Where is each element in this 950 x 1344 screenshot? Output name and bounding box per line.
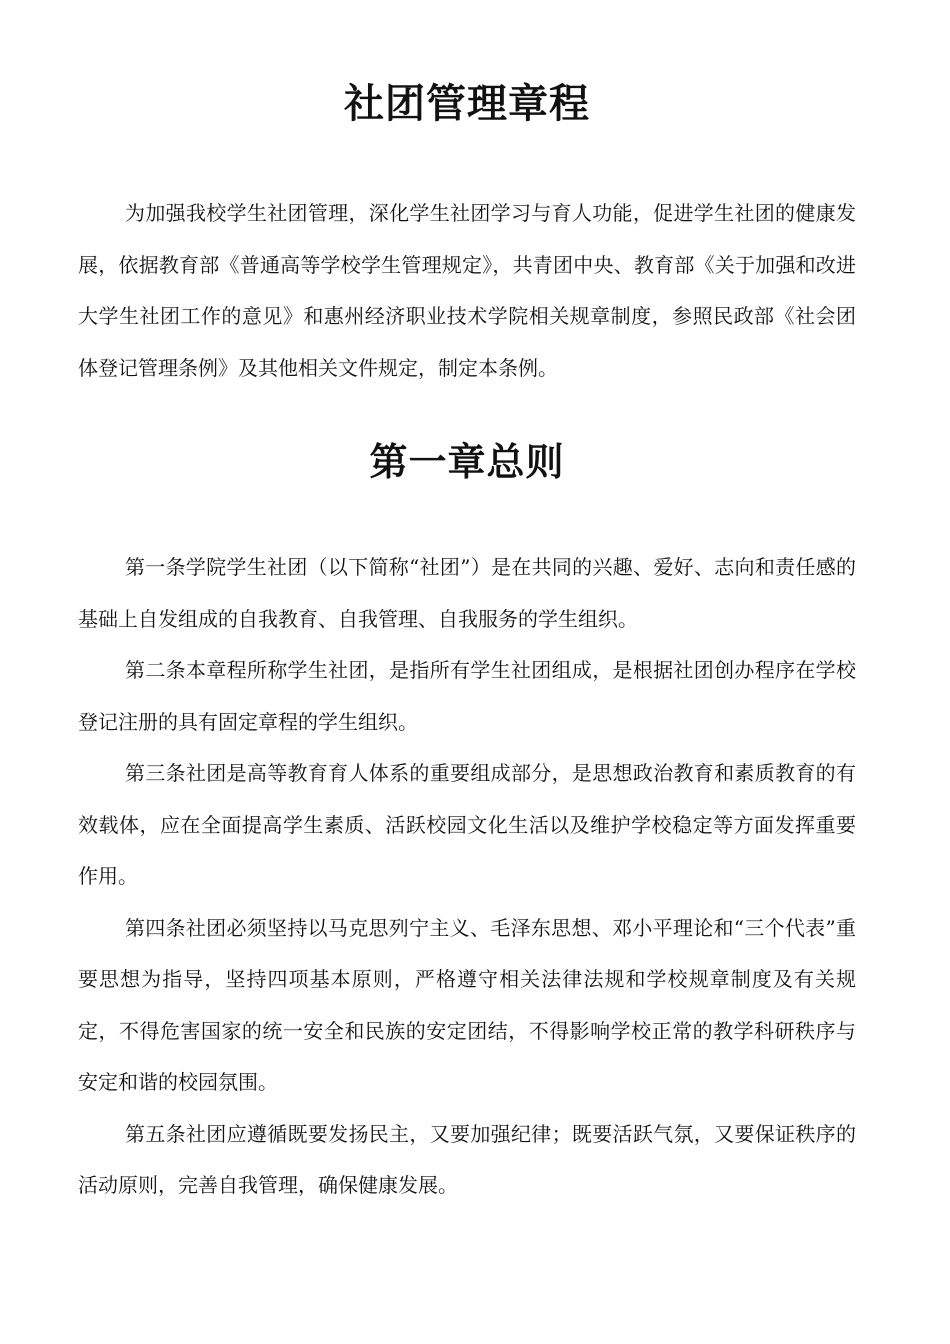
article-2: 第二条本章程所称学生社团，是指所有学生社团组成，是根据社团创办程序在学校登记注册的具有固定章程的学生组织。	[78, 658, 856, 734]
intro-paragraph: 为加强我校学生社团管理，深化学生社团学习与育人功能，促进学生社团的健康发展，依据教育部《普通高等学校学生管理规定》，共青团中央、教育部《关于加强和改进大学生社团工作的意见》和惠州经济职业技术学院相关规章制度，参照民政部《社会团体登记管理条例》及其他相关文件规定，制定本条例。	[78, 201, 856, 380]
article-3: 第三条社团是高等教育育人体系的重要组成部分，是思想政治教育和素质教育的有效载体，应在全面提高学生素质、活跃校园文化生活以及维护学校稳定等方面发挥重要作用。	[78, 761, 856, 888]
article-list	[78, 542, 856, 1212]
chapter-title: 第一章总则	[369, 440, 565, 484]
article-4: 第四条社团必须坚持以马克思列宁主义、毛泽东思想、邓小平理论和“三个代表”重要思想为指导，坚持四项基本原则，严格遵守相关法律法规和学校规章制度及有关规定，不得危害国家的统一安全和民族的安定团结，不得影响学校正常的教学科研秩序与安定和谐的校园氛围。	[78, 915, 856, 1094]
document-title: 社团管理章程	[344, 81, 590, 127]
article-5: 第五条社团应遵循既要发扬民主，又要加强纪律；既要活跃气氛，又要保证秩序的活动原则，完善自我管理，确保健康发展。	[78, 1121, 856, 1197]
article-1: 第一条学院学生社团（以下简称“社团”）是在共同的兴趣、爱好、志向和责任感的基础上自发组成的自我教育、自我管理、自我服务的学生组织。	[78, 555, 856, 631]
